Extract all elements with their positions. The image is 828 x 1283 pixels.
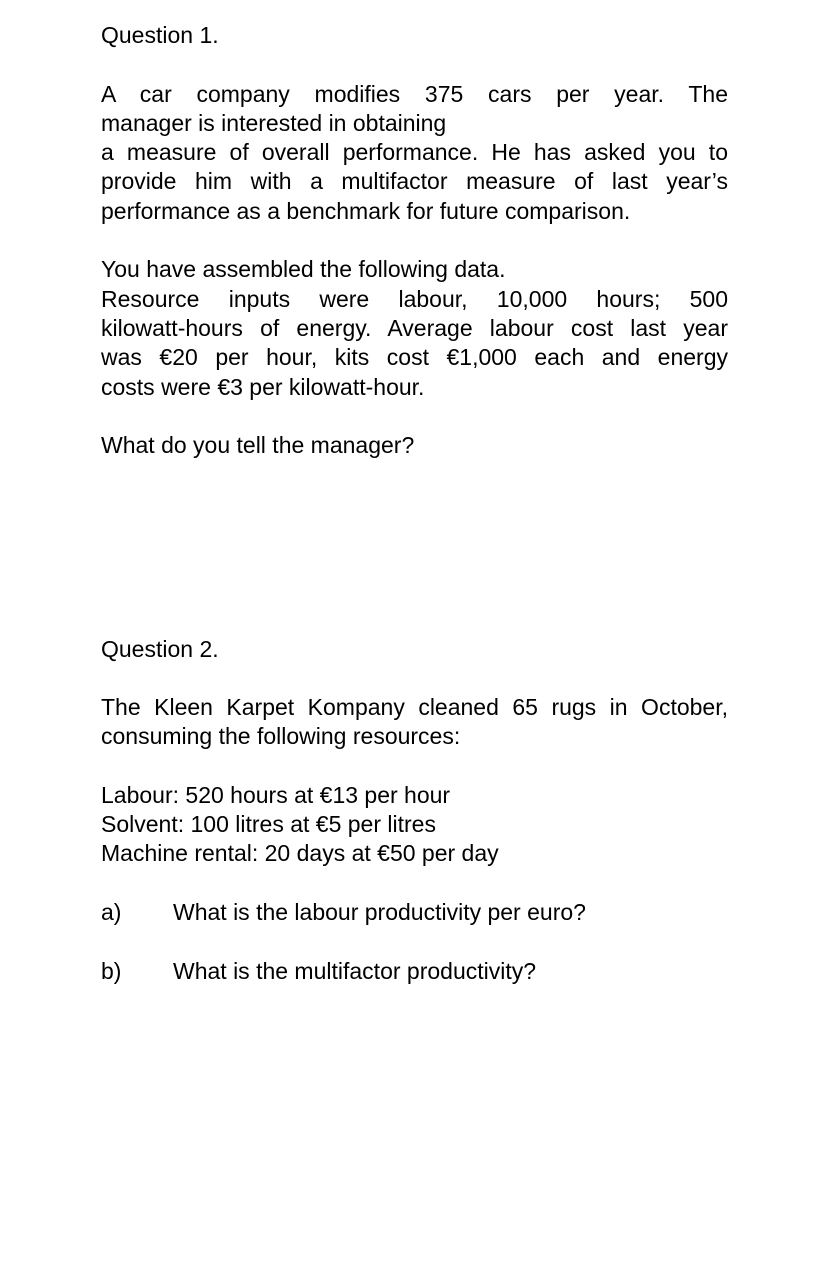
paragraph-line: A car company modifies 375 cars per year. The [101,80,728,107]
resource-item: Labour: 520 hours at €13 per hour [101,781,451,808]
question-1-heading: Question 1. [101,22,219,48]
paragraph-line: The Kleen Karpet Kompany cleaned 65 rugs in October, [101,694,728,720]
question-2-heading: Question 2. [101,636,219,662]
paragraph-line: provide him with a multifactor measure of last year’s [101,168,728,195]
paragraph-line: was €20 per hour, kits cost €1,000 each and energy [101,344,728,371]
resource-list [101,781,728,869]
question-1-section [101,21,728,460]
paragraph-line: a measure of overall performance. He has asked you to [101,139,728,166]
question-2-heading-block [101,635,728,664]
part-a [101,898,728,927]
paragraph-line: performance as a benchmark for future comparison. [101,197,631,224]
question-1-paragraph-2 [101,255,728,401]
resource-item: Solvent: 100 litres at €5 per litres [101,811,436,838]
paragraph-line: Resource inputs were labour, 10,000 hours; 500 [101,285,728,312]
paragraph-line: consuming the following resources: [101,723,461,750]
question-2-intro [101,693,728,752]
part-b [101,957,728,986]
part-text: What is the multifactor productivity? [173,957,537,984]
part-text: What is the labour productivity per euro? [173,899,586,926]
part-marker: a) [101,899,122,926]
paragraph-line: You have assembled the following data. [101,256,506,283]
question-1-paragraph-1 [101,80,728,226]
question-1-prompt: What do you tell the manager? [101,432,415,459]
question-2-section [101,693,728,986]
part-marker: b) [101,957,122,984]
resource-item: Machine rental: 20 days at €50 per day [101,840,499,867]
paragraph-line: costs were €3 per kilowatt-hour. [101,373,425,400]
paragraph-line: manager is interested in obtaining [101,109,447,136]
paragraph-line: kilowatt-hours of energy. Average labour cost last year [101,314,728,341]
